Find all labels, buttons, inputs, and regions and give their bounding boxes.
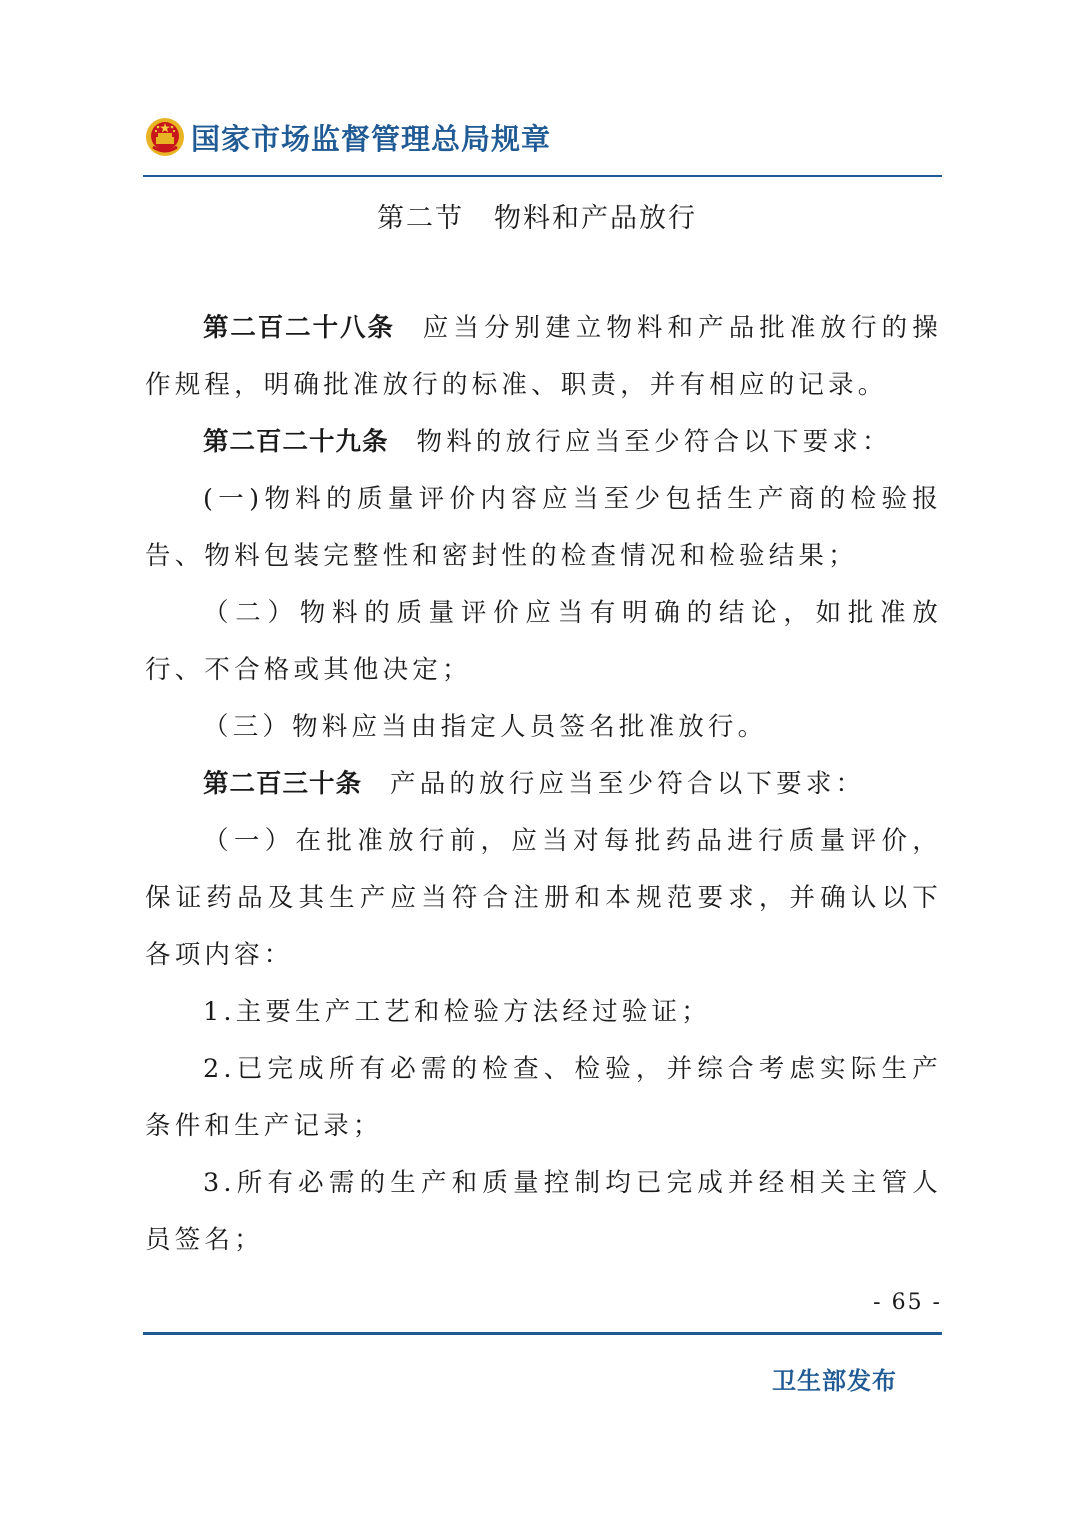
article-text: 物料的放行应当至少符合以下要求： [416,427,892,457]
list-item: 3.所有必需的生产和质量控制均已完成并经相关主管人员签名； [145,1168,942,1255]
article-text: 应当分别建立物料和产品批准放行的操作规程，明确批准放行的标准、职责，并有相应的记录。 [145,313,942,400]
list-item: （三）物料应当由指定人员签名批准放行。 [203,712,768,742]
list-item: 1.主要生产工艺和检验方法经过验证； [203,997,711,1027]
article-text: 产品的放行应当至少符合以下要求： [390,769,866,799]
list-item: （一）在批准放行前，应当对每批药品进行质量评价，保证药品及其生产应当符合注册和本规范要求，并确认以下各项内容： [145,826,942,970]
national-emblem-icon [145,117,185,157]
list-item: (一)物料的质量评价内容应当至少包括生产商的检验报告、物料包装完整性和密封性的检查情况和检验结果； [145,484,942,571]
section-number: 第二节 [377,203,464,234]
section-name: 物料和产品放行 [494,203,697,234]
article-number: 第二百二十九条 [203,427,389,457]
document-body [145,300,942,1269]
article-230 [145,756,942,813]
list-item: 2.已完成所有必需的检查、检验，并综合考虑实际生产条件和生产记录； [145,1054,942,1141]
footer-divider [143,1332,942,1335]
page-header [145,112,551,162]
article-229 [145,414,942,471]
page-number: - 65 - [873,1290,942,1315]
header-divider [143,175,942,177]
list-item: （二）物料的质量评价应当有明确的结论，如批准放行、不合格或其他决定； [145,598,942,685]
header-title: 国家市场监督管理总局规章 [191,121,552,156]
article-number: 第二百三十条 [203,769,363,799]
footer-publisher: 卫生部发布 [772,1367,897,1395]
article-228 [145,300,942,414]
article-number: 第二百二十八条 [203,313,395,343]
section-title [0,196,1074,235]
